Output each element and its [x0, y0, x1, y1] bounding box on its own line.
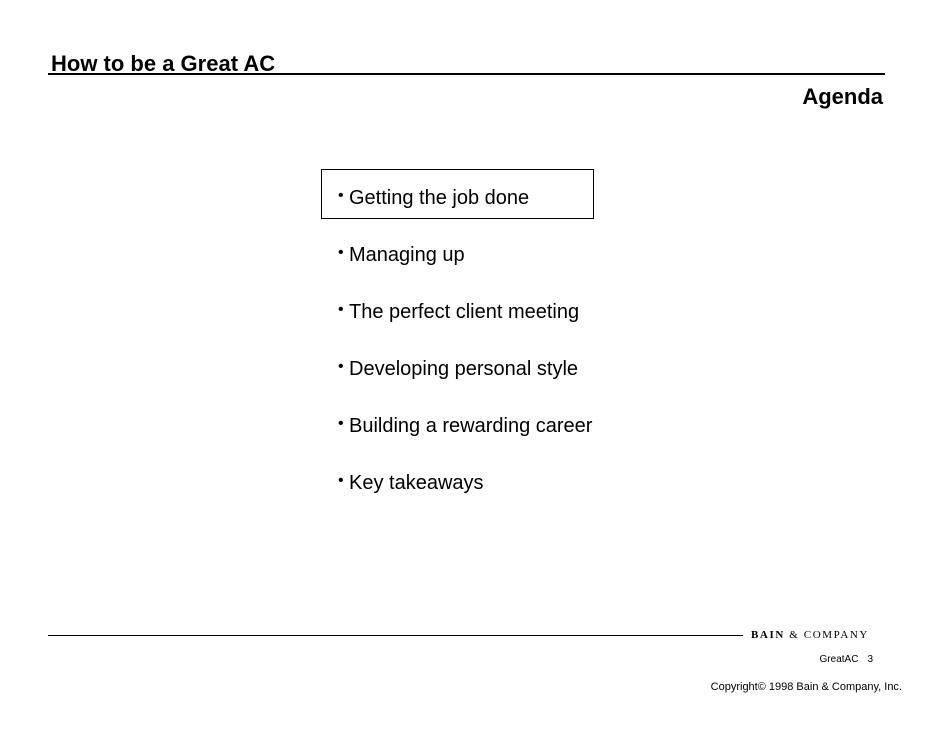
agenda-item-label: The perfect client meeting: [349, 301, 580, 323]
page-title: How to be a Great AC: [51, 51, 276, 76]
footer-rule: [48, 635, 743, 636]
bullet-icon: •: [338, 301, 344, 318]
bullet-icon: •: [338, 472, 344, 489]
bullet-icon: •: [338, 358, 344, 375]
agenda-item-label: Getting the job done: [349, 187, 530, 209]
agenda-item-managing-up: [338, 242, 592, 299]
agenda-item-label: Key takeaways: [349, 472, 484, 494]
agenda-item-key-takeaways: [338, 470, 592, 527]
bullet-icon: •: [338, 187, 344, 204]
agenda-list: [338, 185, 592, 527]
logo-primary-text: BAIN: [751, 629, 785, 641]
agenda-item-label: Building a rewarding career: [349, 415, 593, 437]
agenda-item-perfect-client-meeting: [338, 299, 592, 356]
title-underline: [48, 73, 885, 75]
page-meta: [820, 654, 873, 666]
agenda-item-label: Developing personal style: [349, 358, 579, 380]
agenda-item-building-rewarding-career: [338, 413, 592, 470]
page-number: 3: [867, 654, 873, 665]
company-logo: [751, 628, 869, 642]
agenda-item-label: Managing up: [349, 244, 465, 266]
logo-secondary-text: & COMPANY: [789, 629, 869, 641]
doc-code: GreatAC: [819, 654, 859, 665]
agenda-heading: Agenda: [802, 84, 883, 109]
agenda-item-getting-the-job-done: [338, 185, 592, 242]
bullet-icon: •: [338, 415, 344, 432]
copyright-notice: Copyright© 1998 Bain & Company, Inc.: [710, 681, 902, 693]
bullet-icon: •: [338, 244, 344, 261]
agenda-item-developing-personal-style: [338, 356, 592, 413]
